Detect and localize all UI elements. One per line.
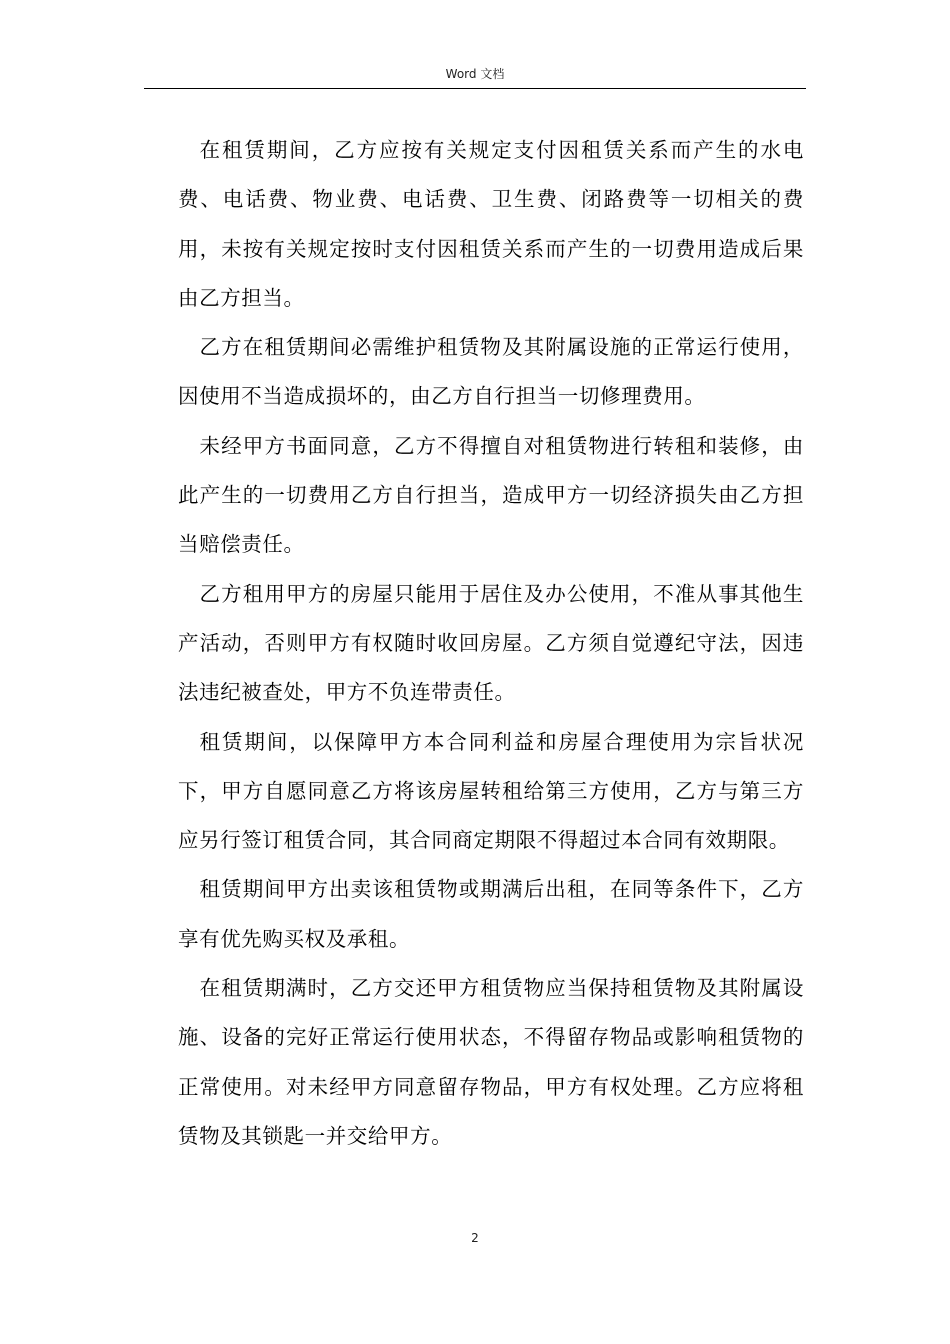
document-body: [178, 126, 804, 1161]
paragraph-sublease-consent: 未经甲方书面同意，乙方不得擅自对租赁物进行转租和装修，由此产生的一切费用乙方自行担当，造成甲方一切经济损失由乙方担当赔偿责任。: [178, 433, 804, 557]
paragraph-return: 在租赁期满时，乙方交还甲方租赁物应当保持租赁物及其附属设施、设备的完好正常运行使用状态，不得留存物品或影响租赁物的正常使用。对未经甲方同意留存物品，甲方有权处理。乙方应将租赁物及其锁匙一并交给甲方。: [178, 976, 804, 1148]
document-header-title: Word 文档: [445, 67, 505, 81]
paragraph-fees: 在租赁期间，乙方应按有关规定支付因租赁关系而产生的水电费、电话费、物业费、电话费、卫生费、闭路费等一切相关的费用，未按有关规定按时支付因租赁关系而产生的一切费用造成后果由乙方担当。: [178, 138, 804, 310]
page-number: 2: [471, 1231, 479, 1245]
paragraph-third-party: 租赁期间，以保障甲方本合同利益和房屋合理使用为宗旨状况下，甲方自愿同意乙方将该房屋转租给第三方使用，乙方与第三方应另行签订租赁合同，其合同商定期限不得超过本合同有效期限。: [178, 729, 804, 853]
header-divider: [144, 88, 806, 89]
paragraph-preemption: 租赁期间甲方出卖该租赁物或期满后出租，在同等条件下，乙方享有优先购买权及承租。: [178, 877, 804, 951]
paragraph-usage: 乙方租用甲方的房屋只能用于居住及办公使用，不准从事其他生产活动，否则甲方有权随时收回房屋。乙方须自觉遵纪守法，因违法违纪被查处，甲方不负连带责任。: [178, 581, 804, 705]
paragraph-maintenance: 乙方在租赁期间必需维护租赁物及其附属设施的正常运行使用，因使用不当造成损坏的，由乙方自行担当一切修理费用。: [178, 335, 804, 409]
